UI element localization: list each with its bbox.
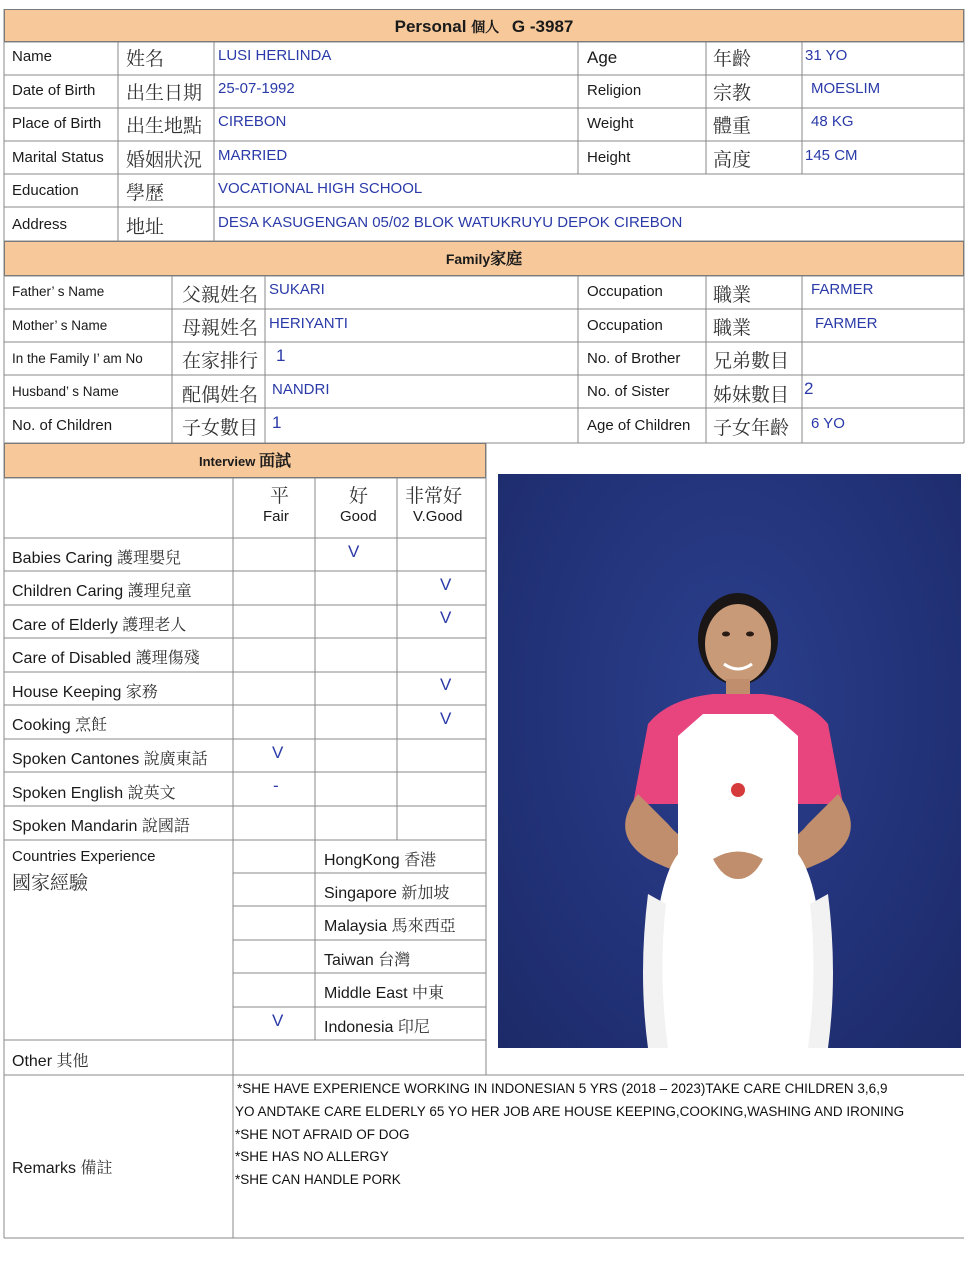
country-name-cn: 新加坡 xyxy=(401,883,450,902)
age-label: Age xyxy=(587,48,618,67)
family-header-en: Family xyxy=(445,251,491,267)
interview-header xyxy=(4,443,486,478)
country-item xyxy=(324,913,456,936)
address-label-cn: 地址 xyxy=(126,216,165,238)
country-item xyxy=(324,980,444,1003)
country-name-cn: 香港 xyxy=(404,850,437,869)
country-name-cn: 中東 xyxy=(412,983,445,1002)
address-value: DESA KASUGENGAN 05/02 BLOK WATUKRUYU DEPOK CIREBON xyxy=(218,214,683,231)
other-label-row xyxy=(12,1048,88,1071)
country-name: Middle East xyxy=(324,985,408,1002)
country-item xyxy=(324,847,436,870)
mother-occupation-label: Occupation xyxy=(587,317,663,334)
family-rank-label: In the Family I’ am No xyxy=(12,351,143,366)
candidate-photo-illustration xyxy=(498,474,961,1048)
interview-header-en: Interview xyxy=(199,454,256,469)
skill-label: Care of Elderly xyxy=(12,617,118,634)
country-item xyxy=(324,880,449,903)
dob-label: Date of Birth xyxy=(12,82,96,99)
country-item xyxy=(324,1014,430,1037)
education-label-cn: 學歷 xyxy=(126,182,165,204)
mother-name-label: Mother’ s Name xyxy=(12,318,108,333)
education-label: Education xyxy=(12,182,79,199)
education-value: VOCATIONAL HIGH SCHOOL xyxy=(218,180,423,197)
sisters-value: 2 xyxy=(804,379,814,398)
father-occupation-label: Occupation xyxy=(587,283,663,300)
fair-header-cn: 平 xyxy=(270,485,290,507)
remark-line: *SHE CAN HANDLE PORK xyxy=(235,1172,401,1187)
interview-header-cn: 面試 xyxy=(258,453,291,470)
dob-value: 25-07-1992 xyxy=(218,80,295,97)
skill-label-cn: 說廣東話 xyxy=(143,749,208,768)
skill-label: Spoken Cantones xyxy=(12,751,140,768)
countries-label-cn: 國家經驗 xyxy=(12,872,89,894)
age-label-cn: 年齡 xyxy=(713,48,752,70)
vgood-mark: V xyxy=(440,675,452,694)
skill-label-cn: 家務 xyxy=(125,682,158,701)
father-occupation-value: FARMER xyxy=(811,281,874,298)
address-label: Address xyxy=(12,216,68,233)
country-name: Malaysia xyxy=(324,918,388,935)
personal-header-cn: 個人 xyxy=(471,19,500,35)
skill-label: Spoken Mandarin xyxy=(12,818,138,835)
country-name: Indonesia xyxy=(324,1019,394,1036)
country-name-cn: 台灣 xyxy=(378,950,411,969)
father-name-label-cn: 父親姓名 xyxy=(182,284,259,306)
remarks-label-row xyxy=(12,1155,112,1178)
children-age-label: Age of Children xyxy=(587,417,691,434)
remark-line: *SHE NOT AFRAID OF DOG xyxy=(235,1127,410,1142)
fair-header: Fair xyxy=(263,508,289,525)
marital-label: Marital Status xyxy=(12,149,104,166)
family-header xyxy=(4,241,964,276)
weight-value: 48 KG xyxy=(811,113,854,130)
country-name: Taiwan xyxy=(324,952,374,969)
vgood-mark: V xyxy=(440,575,452,594)
children-count-label-cn: 子女數目 xyxy=(182,417,259,439)
age-value: 31 YO xyxy=(805,47,848,64)
skill-label-cn: 烹飪 xyxy=(75,715,108,734)
skill-label: House Keeping xyxy=(12,684,122,701)
family-header-cn: 家庭 xyxy=(490,251,523,268)
vgood-header-cn: 非常好 xyxy=(405,485,463,507)
dob-label-cn: 出生日期 xyxy=(126,82,203,104)
family-rank-label-cn: 在家排行 xyxy=(182,350,259,372)
pob-label-cn: 出生地點 xyxy=(126,115,203,137)
mother-name-label-cn: 母親姓名 xyxy=(182,317,259,339)
mother-name-value: HERIYANTI xyxy=(269,315,348,332)
skill-label: Cooking xyxy=(12,717,71,734)
religion-label-cn: 宗教 xyxy=(713,82,752,104)
remarks-label: Remarks xyxy=(12,1160,77,1177)
country-item xyxy=(324,947,410,970)
mother-occupation-value: FARMER xyxy=(815,315,878,332)
countries-label: Countries Experience xyxy=(12,848,156,865)
candidate-photo xyxy=(498,474,961,1048)
marital-label-cn: 婚姻狀況 xyxy=(126,149,203,171)
pob-value: CIREBON xyxy=(218,113,287,130)
father-occupation-label-cn: 職業 xyxy=(713,284,752,306)
personal-header-en: Personal xyxy=(394,17,467,36)
height-label: Height xyxy=(587,149,631,166)
skill-label-cn: 護理嬰兒 xyxy=(116,548,181,567)
country-name-cn: 印尼 xyxy=(397,1017,430,1036)
mother-occupation-label-cn: 職業 xyxy=(713,317,752,339)
father-name-label: Father’ s Name xyxy=(12,284,105,299)
fair-mark: V xyxy=(272,743,284,762)
country-name-cn: 馬來西亞 xyxy=(391,916,456,935)
children-age-value: 6 YO xyxy=(811,415,845,432)
height-value: 145 CM xyxy=(805,147,858,164)
name-label: Name xyxy=(12,48,53,65)
father-name-value: SUKARI xyxy=(269,281,325,298)
religion-label: Religion xyxy=(587,82,642,99)
sisters-label-cn: 姊妹數目 xyxy=(713,384,790,406)
pob-label: Place of Birth xyxy=(12,115,102,132)
weight-label: Weight xyxy=(587,115,634,132)
marital-value: MARRIED xyxy=(218,147,288,164)
country-name: Singapore xyxy=(324,885,397,902)
skill-label: Spoken English xyxy=(12,785,124,802)
children-count-label: No. of Children xyxy=(12,417,113,434)
husband-name-label: Husband’ s Name xyxy=(12,384,119,399)
skill-label-cn: 護理傷殘 xyxy=(135,648,200,667)
country-name: HongKong xyxy=(324,852,400,869)
remark-line: *SHE HAS NO ALLERGY xyxy=(235,1149,389,1164)
good-header: Good xyxy=(340,508,377,525)
personal-header xyxy=(4,9,964,42)
height-label-cn: 高度 xyxy=(713,149,752,171)
name-label-cn: 姓名 xyxy=(126,48,165,70)
brothers-label-cn: 兄弟數目 xyxy=(713,350,790,372)
skill-label: Babies Caring xyxy=(12,550,113,567)
vgood-header: V.Good xyxy=(413,508,463,525)
remark-line: YO ANDTAKE CARE ELDERLY 65 YO HER JOB ARE HOUSE KEEPING,COOKING,WASHING AND IRONING xyxy=(235,1104,905,1119)
vgood-mark: V xyxy=(440,709,452,728)
husband-name-value: NANDRI xyxy=(272,381,330,398)
family-rank-value: 1 xyxy=(276,346,286,365)
brothers-label: No. of Brother xyxy=(587,350,681,367)
other-label-cn: 其他 xyxy=(56,1051,89,1070)
skill-label-cn: 說國語 xyxy=(141,816,190,835)
children-age-label-cn: 子女年齡 xyxy=(713,417,790,439)
skill-label: Children Caring xyxy=(12,583,124,600)
religion-value: MOESLIM xyxy=(811,80,881,97)
skill-label: Care of Disabled xyxy=(12,650,132,667)
children-count-value: 1 xyxy=(272,413,282,432)
vgood-mark: V xyxy=(440,608,452,627)
candidate-code: G -3987 xyxy=(511,17,574,36)
country-mark: V xyxy=(272,1011,284,1030)
sisters-label: No. of Sister xyxy=(587,383,670,400)
name-value: LUSI HERLINDA xyxy=(218,47,332,64)
good-mark: V xyxy=(348,542,360,561)
good-header-cn: 好 xyxy=(349,485,369,507)
other-label: Other xyxy=(12,1053,53,1070)
remarks-label-cn: 備註 xyxy=(80,1158,113,1177)
husband-name-label-cn: 配偶姓名 xyxy=(182,384,259,406)
remark-line: *SHE HAVE EXPERIENCE WORKING IN INDONESIAN 5 YRS (2018 – 2023)TAKE CARE CHILDREN 3,6,9 xyxy=(237,1081,888,1096)
skill-label-cn: 說英文 xyxy=(127,783,176,802)
skill-label-cn: 護理老人 xyxy=(122,615,187,634)
weight-label-cn: 體重 xyxy=(713,115,752,137)
skill-label-cn: 護理兒童 xyxy=(127,581,192,600)
fair-mark: - xyxy=(273,776,279,795)
